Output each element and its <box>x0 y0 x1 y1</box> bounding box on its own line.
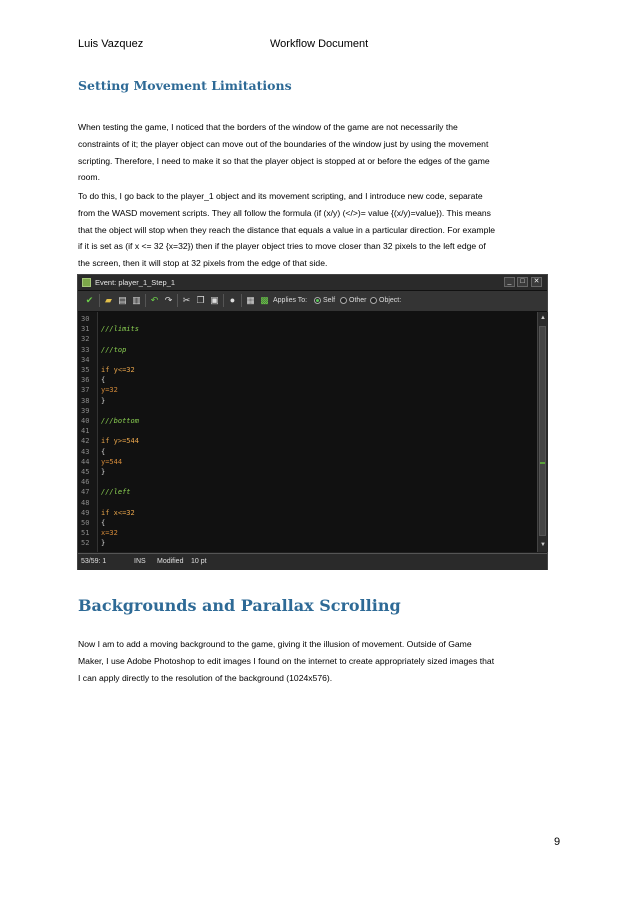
applies-object-radio[interactable] <box>370 297 377 304</box>
code-line <box>78 508 537 518</box>
code-text: ///bottom <box>101 417 139 425</box>
line-number: 48 <box>81 498 90 507</box>
applies-other-radio[interactable] <box>340 297 347 304</box>
applies-object-label: Object: <box>379 297 402 304</box>
line-number: 36 <box>81 376 90 385</box>
applies-self-label: Self <box>323 297 336 304</box>
toolbar-divider <box>241 294 242 307</box>
para-line: from the WASD movement scripts. They all follow the formula (if (x/y) (</>)= value {(x/y)=value}). This means <box>78 207 491 218</box>
page-number: 9 <box>554 836 561 848</box>
cut-icon[interactable]: ✂ <box>182 295 191 305</box>
line-number: 38 <box>81 396 90 405</box>
code-text: { <box>101 519 106 527</box>
code-editor-screenshot <box>77 274 548 570</box>
code-line <box>78 324 537 334</box>
code-text: x=32 <box>101 529 118 538</box>
para-line: When testing the game, I noticed that the borders of the window of the game are not necessarily the <box>78 122 458 132</box>
code-line <box>78 396 537 406</box>
scrollbar-thumb[interactable] <box>539 326 546 536</box>
line-number: 44 <box>81 457 90 466</box>
line-number: 42 <box>81 437 90 446</box>
line-number: 34 <box>81 355 90 364</box>
line-number: 46 <box>81 478 90 487</box>
para-line: scripting. Therefore, I need to make it so that the player object is stopped at or before the edges of the game <box>78 155 490 166</box>
code-text: { <box>101 447 106 456</box>
toolbar-divider <box>145 294 146 307</box>
open-folder-icon[interactable]: ▰ <box>105 295 112 305</box>
section-heading-backgrounds: Backgrounds and Parallax Scrolling <box>78 596 401 615</box>
code-text: y=544 <box>101 457 123 466</box>
line-number: 33 <box>81 345 90 354</box>
code-text: } <box>101 468 106 476</box>
code-line <box>78 457 537 467</box>
line-number: 31 <box>81 325 90 334</box>
code-line <box>78 447 537 457</box>
scroll-down-arrow-icon[interactable]: ▼ <box>540 542 546 548</box>
page-header-title: Workflow Document <box>270 38 369 50</box>
code-text: ///limits <box>101 325 139 334</box>
scroll-up-arrow-icon[interactable]: ▲ <box>540 315 546 321</box>
line-number: 35 <box>81 366 90 374</box>
code-line <box>78 334 537 344</box>
vertical-scrollbar[interactable] <box>537 312 548 552</box>
code-line <box>78 416 537 426</box>
code-line <box>78 385 537 395</box>
code-text: if y<=32 <box>101 366 135 374</box>
redo-icon[interactable]: ↷ <box>164 295 173 305</box>
para-line: constraints of it; the player object can move out of the boundaries of the window just by using the movement <box>78 138 489 149</box>
para-line: if it is set as (if x <= 32 {x=32}) then if the player object tries to move closer than 32 pixels to the left edge of <box>78 241 486 252</box>
undo-icon[interactable]: ↶ <box>150 295 159 305</box>
paste-icon[interactable]: ▣ <box>210 295 219 305</box>
code-line <box>78 528 537 538</box>
para-line: To do this, I go back to the player_1 object and its movement scripting, and I introduce new code, separate <box>78 191 483 201</box>
editor-statusbar <box>78 553 547 570</box>
paragraph-3 <box>78 636 560 686</box>
code-line <box>78 375 537 385</box>
code-line <box>78 426 537 436</box>
line-number: 51 <box>81 529 90 538</box>
applies-self-radio[interactable] <box>314 297 321 304</box>
code-line <box>78 487 537 497</box>
applies-other-label: Other <box>349 297 367 304</box>
minimize-button[interactable]: _ <box>504 277 515 287</box>
code-line <box>78 467 537 477</box>
code-text: ///left <box>101 488 131 497</box>
paragraph-2 <box>78 188 560 272</box>
line-number: 39 <box>81 406 90 415</box>
modified-status: Modified <box>157 558 184 565</box>
toolbar-divider <box>223 294 224 307</box>
code-line <box>78 365 537 375</box>
code-text: if y>=544 <box>101 437 139 446</box>
line-number: 30 <box>81 315 90 323</box>
code-line <box>78 406 537 416</box>
code-text: } <box>101 396 106 405</box>
code-line <box>78 498 537 508</box>
line-number: 32 <box>81 335 90 344</box>
save-icon[interactable]: ▤ <box>118 295 127 305</box>
code-text: ///top <box>101 345 127 354</box>
help-icon[interactable]: ▩ <box>260 295 269 305</box>
close-button[interactable]: ✕ <box>531 277 542 287</box>
scrollbar-marker <box>540 462 545 464</box>
code-line <box>78 538 537 548</box>
para-line: Maker, I use Adobe Photoshop to edit images I found on the internet to create appropriately sized images that <box>78 655 495 666</box>
line-number: 37 <box>81 386 90 395</box>
font-size-status: 10 pt <box>191 558 207 565</box>
code-text: y=32 <box>101 386 118 395</box>
code-line <box>78 477 537 487</box>
code-line <box>78 436 537 446</box>
code-line <box>78 518 537 528</box>
ok-check-icon[interactable]: ✔ <box>85 295 94 305</box>
code-area[interactable] <box>78 312 537 552</box>
editor-title: Event: player_1_Step_1 <box>95 278 176 287</box>
para-line: that the object will stop when they reach the distance that equals a value in a particular direction. For example <box>78 224 496 235</box>
toolbar-divider <box>99 294 100 307</box>
code-line <box>78 345 537 355</box>
line-number: 45 <box>81 468 90 476</box>
line-number: 41 <box>81 427 90 436</box>
line-number: 43 <box>81 447 90 456</box>
line-number: 40 <box>81 417 90 425</box>
code-line <box>78 355 537 365</box>
code-text: if x<=32 <box>101 508 135 517</box>
search-icon[interactable]: ● <box>229 295 236 305</box>
paragraph-1 <box>78 119 560 186</box>
toolbar-divider <box>177 294 178 307</box>
maximize-button[interactable]: □ <box>517 277 528 287</box>
para-line: I can apply directly to the resolution of the background (1024x576). <box>78 672 333 683</box>
code-text: } <box>101 539 106 548</box>
editor-titlebar <box>78 275 547 291</box>
insert-mode: INS <box>134 558 146 565</box>
event-icon <box>82 278 91 287</box>
para-line: room. <box>78 172 100 183</box>
applies-to-label: Applies To: <box>273 297 308 304</box>
line-number: 50 <box>81 519 90 527</box>
section-heading-movement: Setting Movement Limitations <box>78 78 292 93</box>
code-line <box>78 314 537 324</box>
para-line: the screen, then it will stop at 32 pixels from the edge of that side. <box>78 258 328 269</box>
page-header-author: Luis Vazquez <box>78 38 144 50</box>
line-number: 47 <box>81 488 90 497</box>
cursor-position: 53/59: 1 <box>81 558 107 565</box>
line-number: 49 <box>81 508 90 517</box>
check-syntax-icon[interactable]: ▦ <box>246 295 255 305</box>
para-line: Now I am to add a moving background to the game, giving it the illusion of movement. Outside of Game <box>78 639 472 649</box>
editor-toolbar <box>78 291 547 312</box>
copy-icon[interactable]: ❐ <box>196 295 205 305</box>
code-text: { <box>101 376 106 385</box>
line-number: 52 <box>81 539 90 548</box>
print-icon[interactable]: ▥ <box>132 295 141 305</box>
